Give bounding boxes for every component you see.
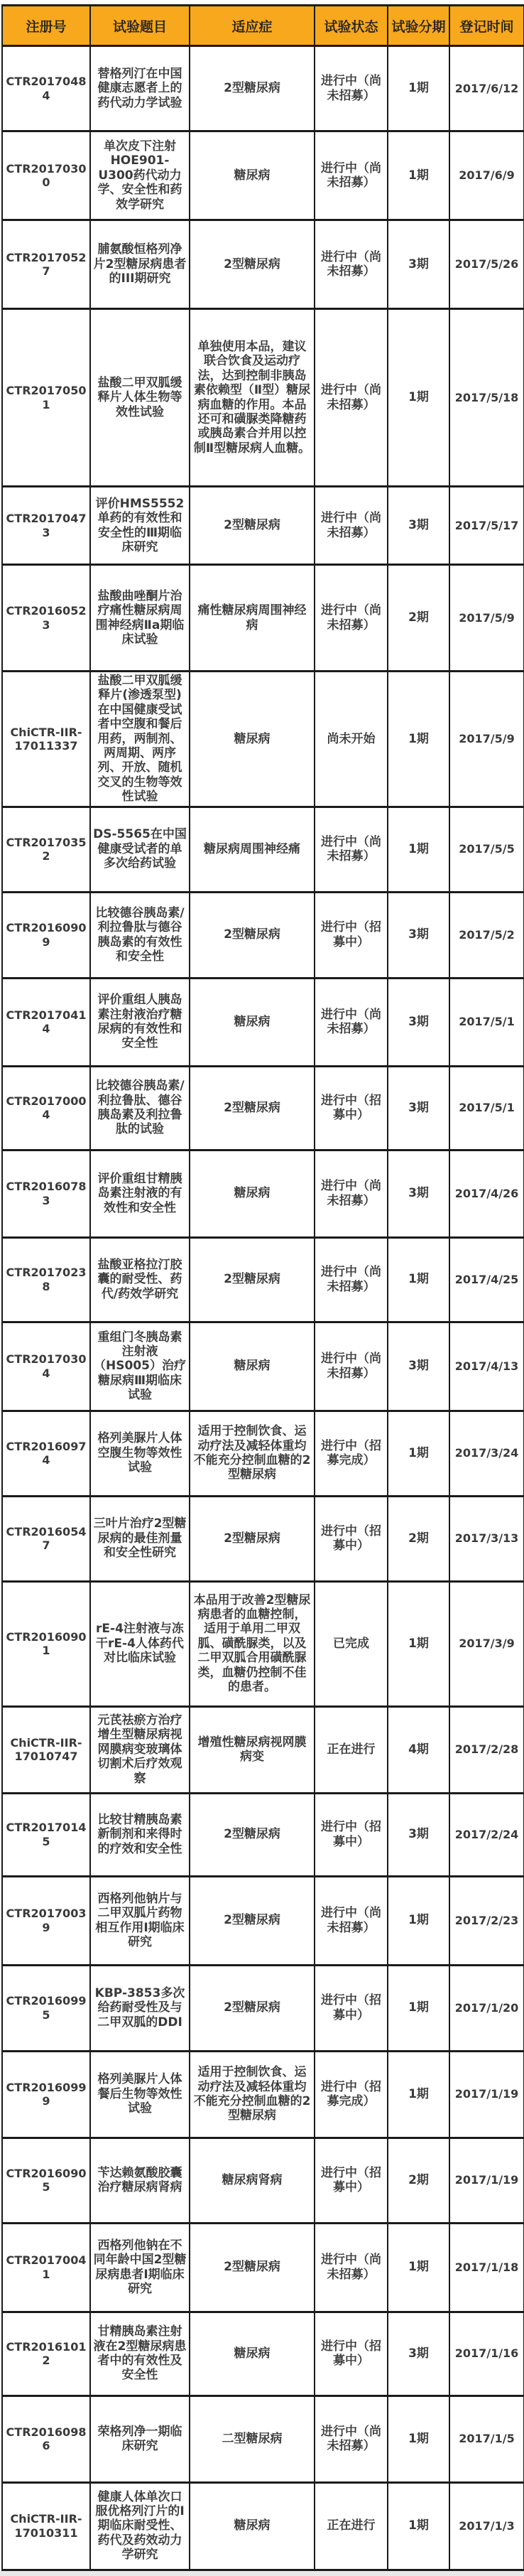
cell-reg-no: CTR20170238 [2, 1237, 90, 1322]
cell-status: 进行中（尚未招募） [315, 309, 388, 487]
table-row [2, 1066, 524, 1150]
cell-indication: 2型糖尿病 [190, 1876, 315, 1965]
cell-indication: 二型糖尿病 [190, 2396, 315, 2482]
cell-date: 2017/1/5 [449, 2396, 524, 2482]
cell-indication: 糖尿病周围神经痛 [190, 807, 315, 892]
cell-title: 评价重组甘精胰岛素注射液的有效性和安全性 [90, 1150, 190, 1237]
cell-status: 进行中（招募中） [315, 1496, 388, 1581]
cell-status: 进行中（招募中） [315, 2312, 388, 2396]
cell-status: 进行中（尚未招募） [315, 220, 388, 309]
cell-reg-no: ChiCTR-IIR-17011337 [2, 672, 90, 807]
cell-reg-no: CTR20170352 [2, 807, 90, 892]
cell-phase: 3期 [388, 978, 449, 1066]
column-header-indication: 适应症 [190, 6, 315, 46]
cell-title: 格列美脲片人体空腹生物等效性试验 [90, 1411, 190, 1496]
cell-status: 进行中（招募中） [315, 892, 388, 978]
cell-indication: 2型糖尿病 [190, 1066, 315, 1150]
bottom-strip [0, 2571, 524, 2576]
cell-status: 进行中（招募中） [315, 1793, 388, 1876]
table-row [2, 2051, 524, 2138]
table-row [2, 2223, 524, 2312]
cell-date: 2017/5/17 [449, 487, 524, 565]
cell-reg-no: ChiCTR-IIR-17010747 [2, 1706, 90, 1793]
cell-date: 2017/6/12 [449, 46, 524, 131]
column-header-title: 试验题目 [90, 6, 190, 46]
cell-indication: 2型糖尿病 [190, 487, 315, 565]
cell-reg-no: CTR20160547 [2, 1496, 90, 1581]
cell-title: 西格列他钠片与二甲双胍片药物相互作用I期临床研究 [90, 1876, 190, 1965]
cell-reg-no: CTR20170473 [2, 487, 90, 565]
cell-date: 2017/2/23 [449, 1876, 524, 1965]
table-row [2, 978, 524, 1066]
cell-title: 盐酸亚格拉汀胶囊的耐受性、药代/药效学研究 [90, 1237, 190, 1322]
cell-reg-no: CTR20160995 [2, 1965, 90, 2051]
cell-indication: 糖尿病 [190, 1150, 315, 1237]
cell-date: 2017/5/9 [449, 565, 524, 672]
cell-phase: 1期 [388, 807, 449, 892]
cell-reg-no: CTR20161012 [2, 2312, 90, 2396]
cell-date: 2017/3/24 [449, 1411, 524, 1496]
cell-title: KBP-3853多次给药耐受性及与二甲双胍的DDI [90, 1965, 190, 2051]
cell-reg-no: CTR20160901 [2, 1581, 90, 1706]
cell-date: 2017/4/13 [449, 1322, 524, 1411]
cell-indication: 2型糖尿病 [190, 220, 315, 309]
cell-indication: 2型糖尿病 [190, 46, 315, 131]
cell-indication: 痛性糖尿病周围神经病 [190, 565, 315, 672]
cell-date: 2017/1/16 [449, 2312, 524, 2396]
cell-title: 重组门冬胰岛素注射液（HS005）治疗糖尿病Ⅲ期临床试验 [90, 1322, 190, 1411]
cell-status: 进行中（招募完成） [315, 2051, 388, 2138]
cell-phase: 3期 [388, 1150, 449, 1237]
cell-phase: 2期 [388, 2138, 449, 2223]
table-row [2, 1793, 524, 1876]
cell-phase: 3期 [388, 2312, 449, 2396]
cell-indication: 适用于控制饮食、运动疗法及减轻体重均不能充分控制血糖的2型糖尿病 [190, 2051, 315, 2138]
table-row [2, 131, 524, 220]
cell-phase: 3期 [388, 1322, 449, 1411]
cell-date: 2017/3/9 [449, 1581, 524, 1706]
cell-reg-no: CTR20170039 [2, 1876, 90, 1965]
table-row [2, 565, 524, 672]
table-row [2, 1322, 524, 1411]
cell-indication: 增殖性糖尿病视网膜病变 [190, 1706, 315, 1793]
cell-indication: 2型糖尿病 [190, 1965, 315, 2051]
cell-title: 荣格列净一期临床研究 [90, 2396, 190, 2482]
cell-phase: 4期 [388, 1706, 449, 1793]
cell-status: 进行中（尚未招募） [315, 1237, 388, 1322]
cell-title: 评价重组人胰岛素注射液治疗糖尿病的有效性和安全性 [90, 978, 190, 1066]
cell-title: 评价HMS5552单药的有效性和安全性的Ⅲ期临床研究 [90, 487, 190, 565]
cell-indication: 2型糖尿病 [190, 1496, 315, 1581]
cell-reg-no: CTR20160999 [2, 2051, 90, 2138]
cell-title: 比较甘精胰岛素新制剂和来得时的疗效和安全性 [90, 1793, 190, 1876]
column-header-date: 登记时间 [449, 6, 524, 46]
cell-status: 进行中（招募中） [315, 1965, 388, 2051]
table-row [2, 1150, 524, 1237]
cell-indication: 糖尿病 [190, 672, 315, 807]
cell-date: 2017/3/13 [449, 1496, 524, 1581]
cell-status: 进行中（尚未招募） [315, 978, 388, 1066]
cell-title: 脯氨酸恒格列净片2型糖尿病患者的III期研究 [90, 220, 190, 309]
cell-phase: 1期 [388, 1965, 449, 2051]
cell-date: 2017/1/18 [449, 2223, 524, 2312]
cell-phase: 1期 [388, 1411, 449, 1496]
cell-status: 进行中（尚未招募） [315, 1322, 388, 1411]
cell-status: 进行中（尚未招募） [315, 46, 388, 131]
cell-reg-no: ChiCTR-IIR-17010311 [2, 2482, 90, 2570]
cell-reg-no: CTR20170527 [2, 220, 90, 309]
cell-date: 2017/5/2 [449, 892, 524, 978]
cell-title: 比较德谷胰岛素/利拉鲁肽、德谷胰岛素及利拉鲁肽的试验 [90, 1066, 190, 1150]
cell-title: DS-5565在中国健康受试者的单多次给药试验 [90, 807, 190, 892]
cell-date: 2017/5/18 [449, 309, 524, 487]
cell-title: 替格列汀在中国健康志愿者上的药代动力学试验 [90, 46, 190, 131]
cell-status: 正在进行 [315, 1706, 388, 1793]
cell-status: 进行中（尚未招募） [315, 565, 388, 672]
cell-reg-no: CTR20160974 [2, 1411, 90, 1496]
cell-status: 正在进行 [315, 2482, 388, 2570]
table-row [2, 2482, 524, 2570]
cell-reg-no: CTR20170304 [2, 1322, 90, 1411]
cell-reg-no: CTR20170300 [2, 131, 90, 220]
cell-date: 2017/5/9 [449, 672, 524, 807]
cell-title: 盐酸二甲双胍缓释片(渗透泵型)在中国健康受试者中空腹和餐后用药，两制剂、两周期、两序列、开放、随机交叉的生物等效性试验 [90, 672, 190, 807]
cell-date: 2017/4/26 [449, 1150, 524, 1237]
cell-phase: 1期 [388, 672, 449, 807]
cell-status: 已完成 [315, 1581, 388, 1706]
table-row [2, 672, 524, 807]
cell-title: 比较德谷胰岛素/利拉鲁肽与德谷胰岛素的有效性和安全性 [90, 892, 190, 978]
cell-indication: 糖尿病 [190, 2312, 315, 2396]
cell-date: 2017/5/26 [449, 220, 524, 309]
cell-title: 格列美脲片人体餐后生物等效性试验 [90, 2051, 190, 2138]
cell-phase: 3期 [388, 220, 449, 309]
cell-date: 2017/5/1 [449, 1066, 524, 1150]
cell-status: 进行中（招募中） [315, 1066, 388, 1150]
cell-date: 2017/2/28 [449, 1706, 524, 1793]
cell-status: 进行中（尚未招募） [315, 1876, 388, 1965]
cell-reg-no: CTR20160783 [2, 1150, 90, 1237]
cell-date: 2017/1/19 [449, 2051, 524, 2138]
table-row [2, 1496, 524, 1581]
cell-title: 苄达赖氨酸胶囊治疗糖尿病肾病 [90, 2138, 190, 2223]
clinical-trials-table [1, 4, 524, 2571]
cell-phase: 1期 [388, 309, 449, 487]
cell-phase: 3期 [388, 1793, 449, 1876]
cell-reg-no: CTR20160523 [2, 565, 90, 672]
cell-status: 进行中（招募中） [315, 2138, 388, 2223]
cell-date: 2017/4/25 [449, 1237, 524, 1322]
table-row [2, 2312, 524, 2396]
cell-reg-no: CTR20170484 [2, 46, 90, 131]
cell-title: 健康人体单次口服优格列汀片的I期临床耐受性、药代及药效动力学研究 [90, 2482, 190, 2570]
cell-phase: 1期 [388, 2482, 449, 2570]
cell-status: 进行中（尚未招募） [315, 1150, 388, 1237]
table-row [2, 807, 524, 892]
table-row [2, 1237, 524, 1322]
cell-title: 元芪祛瘀方治疗增生型糖尿病视网膜病变玻璃体切割术后疗效观察 [90, 1706, 190, 1793]
cell-reg-no: CTR20160986 [2, 2396, 90, 2482]
cell-phase: 1期 [388, 1876, 449, 1965]
cell-indication: 2型糖尿病 [190, 2223, 315, 2312]
cell-date: 2017/1/20 [449, 1965, 524, 2051]
cell-date: 2017/5/5 [449, 807, 524, 892]
cell-date: 2017/5/1 [449, 978, 524, 1066]
cell-phase: 1期 [388, 2051, 449, 2138]
cell-phase: 1期 [388, 1237, 449, 1322]
cell-status: 进行中（尚未招募） [315, 2223, 388, 2312]
cell-indication: 糖尿病 [190, 131, 315, 220]
cell-phase: 3期 [388, 1066, 449, 1150]
cell-indication: 糖尿病 [190, 978, 315, 1066]
cell-reg-no: CTR20160905 [2, 2138, 90, 2223]
table-row [2, 46, 524, 131]
cell-phase: 2期 [388, 1496, 449, 1581]
table-row [2, 487, 524, 565]
cell-date: 2017/1/3 [449, 2482, 524, 2570]
table-row [2, 1581, 524, 1706]
cell-title: 单次皮下注射HOE901-U300药代动力学、安全性和药效学研究 [90, 131, 190, 220]
cell-status: 进行中（尚未招募） [315, 131, 388, 220]
cell-reg-no: CTR20170145 [2, 1793, 90, 1876]
table-row [2, 220, 524, 309]
cell-reg-no: CTR20170414 [2, 978, 90, 1066]
cell-indication: 适用于控制饮食、运动疗法及减轻体重均不能充分控制血糖的2型糖尿病 [190, 1411, 315, 1496]
cell-reg-no: CTR20170041 [2, 2223, 90, 2312]
column-header-reg-no: 注册号 [2, 6, 90, 46]
cell-status: 进行中（尚未招募） [315, 487, 388, 565]
table-row [2, 1965, 524, 2051]
cell-indication: 单独使用本品，建议联合饮食及运动疗法，达到控制非胰岛素依赖型（Ⅱ型）糖尿病血糖的作用。本品还可和磺脲类降糖药或胰岛素合并用以控制Ⅱ型糖尿病人血糖。 [190, 309, 315, 487]
cell-indication: 2型糖尿病 [190, 1237, 315, 1322]
cell-phase: 3期 [388, 892, 449, 978]
cell-phase: 1期 [388, 2223, 449, 2312]
cell-phase: 1期 [388, 46, 449, 131]
table-row [2, 309, 524, 487]
cell-indication: 本品用于改善2型糖尿病患者的血糖控制，适用于单用二甲双胍、磺酰脲类，以及二甲双胍合用磺酰脲类，血糖仍控制不佳的患者。 [190, 1581, 315, 1706]
table-row [2, 892, 524, 978]
cell-status: 进行中（尚未招募） [315, 2396, 388, 2482]
cell-title: 西格列他钠在不同年龄中国2型糖尿病患者I期临床研究 [90, 2223, 190, 2312]
cell-indication: 糖尿病 [190, 2482, 315, 2570]
cell-status: 进行中（招募完成） [315, 1411, 388, 1496]
table-row [2, 2138, 524, 2223]
cell-status: 进行中（尚未招募） [315, 807, 388, 892]
cell-title: 盐酸曲唑酮片治疗痛性糖尿病周围神经病Ⅱa期临床试验 [90, 565, 190, 672]
cell-phase: 1期 [388, 1581, 449, 1706]
table-row [2, 1706, 524, 1793]
cell-status: 尚未开始 [315, 672, 388, 807]
cell-title: 盐酸二甲双胍缓释片人体生物等效性试验 [90, 309, 190, 487]
cell-reg-no: CTR20170501 [2, 309, 90, 487]
cell-date: 2017/2/24 [449, 1793, 524, 1876]
cell-phase: 2期 [388, 565, 449, 672]
cell-indication: 2型糖尿病 [190, 1793, 315, 1876]
cell-date: 2017/6/9 [449, 131, 524, 220]
cell-reg-no: CTR20170004 [2, 1066, 90, 1150]
cell-indication: 糖尿病肾病 [190, 2138, 315, 2223]
cell-date: 2017/1/19 [449, 2138, 524, 2223]
cell-indication: 糖尿病 [190, 1322, 315, 1411]
cell-title: 甘精胰岛素注射液在2型糖尿病患者中的有效性及安全性 [90, 2312, 190, 2396]
cell-title: rE-4注射液与冻干rE-4人体药代对比临床试验 [90, 1581, 190, 1706]
column-header-status: 试验状态 [315, 6, 388, 46]
cell-reg-no: CTR20160909 [2, 892, 90, 978]
cell-phase: 1期 [388, 131, 449, 220]
cell-indication: 2型糖尿病 [190, 892, 315, 978]
cell-phase: 3期 [388, 487, 449, 565]
table-row [2, 1876, 524, 1965]
table-row [2, 1411, 524, 1496]
cell-phase: 1期 [388, 2396, 449, 2482]
cell-title: 三叶片治疗2型糖尿病的最佳剂量和安全性研究 [90, 1496, 190, 1581]
column-header-phase: 试验分期 [388, 6, 449, 46]
header-row [2, 6, 524, 46]
table-row [2, 2396, 524, 2482]
